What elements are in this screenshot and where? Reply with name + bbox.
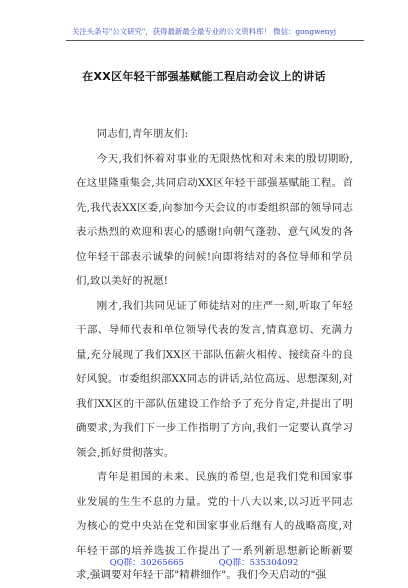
document-title: 在XX区年轻干部强基赋能工程启动会议上的讲话 xyxy=(82,70,326,83)
salutation: 同志们,青年朋友们: xyxy=(96,128,189,140)
paragraph: 刚才,我们共同见证了师徒结对的庄严一刻,听取了年轻干部、导师代表和单位领导代表的发言,情真意切、充满力量,充分展现了我们XX区干部队伍薪火相传、接续奋斗的良好风貌。市委组织部XX同志的讲话,站位高远、思想深刻,对我们XX区的干部队伍建设工作给予了充分肯定,并提出了明确要求,为我们下一步工作指明了方向,我们一定要认真学习领会,抓好贯彻落实。 xyxy=(76,299,353,459)
footer-qq-group-1: QQ群：30265665 xyxy=(109,558,184,568)
header-banner: 关注头条号"公文研究"，获得最新最全最专业的公文资料库！ 微信：gongwenyj xyxy=(71,27,337,36)
footer-qq-group-2: QQ群：535304092 xyxy=(218,558,299,568)
header-divider xyxy=(66,40,364,41)
footer xyxy=(0,556,408,568)
document-body xyxy=(76,122,353,588)
paragraph: 青年是祖国的未来、民族的希望,也是我们党和国家事业发展的生生不息的力量。党的十八大以来,以习近平同志为核心的党中央站在党和国家事业后继有人的战略高度,对年轻干部的培养选拔工作提出了一系列新思想新论断新要求,强调要对年轻干部"精耕细作"。我们今天启动的"强 xyxy=(76,471,353,581)
paragraph: 今天,我们怀着对事业的无限热忱和对未来的殷切期盼,在这里隆重集会,共同启动XX区年轻干部强基赋能工程。首先,我代表XX区委,向参加今天会议的市委组织部的领导同志表示热烈的欢迎和衷心的感谢!向朝气蓬勃、意气风发的各位年轻干部表示诚挚的问候!向即将结对的各位导师和学员们,致以美好的祝愿! xyxy=(76,152,353,287)
